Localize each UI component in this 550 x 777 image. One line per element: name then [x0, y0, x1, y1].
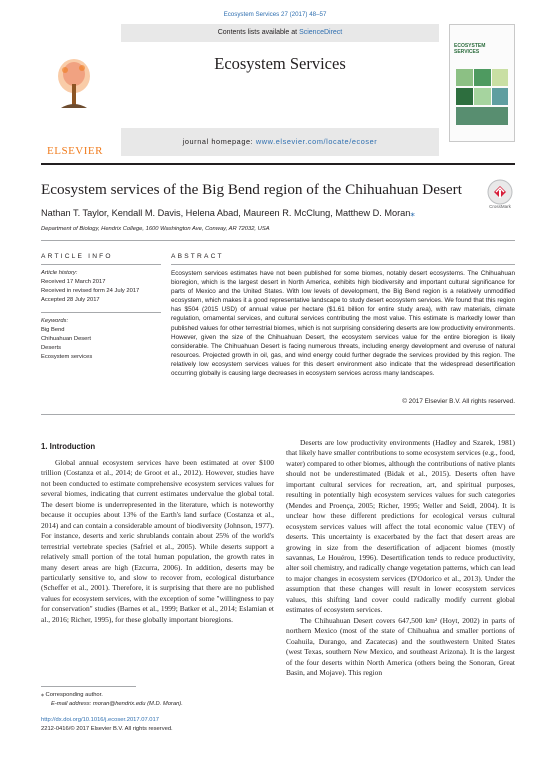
journal-reference[interactable]: Ecosystem Services 27 (2017) 48–57	[223, 11, 327, 18]
article-info-divider	[41, 264, 161, 265]
cover-title	[454, 43, 485, 55]
cover-art-icon	[456, 69, 508, 125]
footnote-divider	[41, 686, 136, 687]
journal-cover-thumbnail[interactable]	[449, 24, 515, 142]
authors-text: Nathan T. Taylor, Kendall M. Davis, Helena Abad, Maureen R. McClung, Matthew D. Moran	[41, 208, 411, 218]
article-history-label: Article history:	[41, 270, 78, 276]
contents-available-text: Contents lists available at	[217, 29, 300, 36]
homepage-link[interactable]: www.elsevier.com/locate/ecoser	[255, 137, 378, 146]
footnote-corresponding: ⁎ Corresponding author.	[41, 692, 103, 698]
doi-link[interactable]: http://dx.doi.org/10.1016/j.ecoser.2017.07.017	[41, 717, 159, 723]
abstract-copyright: © 2017 Elsevier B.V. All rights reserved.	[402, 398, 515, 405]
elsevier-tree-icon	[55, 56, 93, 112]
journal-homepage-bar	[121, 128, 439, 156]
journal-title: Ecosystem Services	[214, 54, 346, 73]
abstract-text: Ecosystem services estimates have not been published for some biomes, notably desert ecosystems. The Chihuahuan bioregion, which is the largest desert in North America, exhibits high biodiversity and important cultural significance for parts of Mexico and the United States. With low levels of development, the Big Bend region is a relatively unmodified ecosystem, which makes it a good representative landscape to study desert ecosystem services. We found that this region has $504 (2015 USD) of annual value per hectare ($1.61 billion for entire study area), with raw materials, climate regulation, ornamental services, and cultural services contributing the most value. This estimate is markedly lower than published values for other terrestrial biomes, which is not surprising considering deserts are low productivity environments. However, given the size of the Chihuahuan Desert, the ecosystem services value for the entire bioregion is likely considerable. The Chihuahuan Desert is facing numerous threats, including energy development and overuse of natural resources. Projected growth in oil, gas, and wind energy could further degrade the services provided by this region. The relatively low ecosystem services values for this desert environment also indicate that the widespread desertification occurring globally is causing large decreases in ecosystem services across many landscapes.	[171, 270, 515, 378]
keywords-divider	[41, 312, 161, 313]
doi-block	[41, 716, 341, 733]
history-revised: Received in revised form 24 July 2017	[41, 288, 140, 295]
sciencedirect-link[interactable]: ScienceDirect	[299, 29, 343, 36]
masthead-divider	[41, 163, 515, 165]
contents-available-bar	[121, 24, 439, 42]
elsevier-logo[interactable]	[41, 24, 109, 157]
paragraph: Global annual ecosystem services have been estimated at over $100 trillion (Costanza et al., 2014; de Groot et al., 2012). However, studies have not been conducted to estimate comprehensive ecosystem services values for several biomes, indicating that current estimates undervalue the global total. The desert biome is underrepresented in the literature, which is noteworthy because it occupies about 13% of the Earth's land surface (Costanza et al., 2014) and can contain a considerable amount of biodiversity (Johnson, 1977). For instance, deserts and xeric shrublands contain about 25% of the world's terrestrial vertebrate species (Safriel et al., 2005). While deserts support a relatively small portion of the total human population, the growth rates in many desert areas are high (Ezcurra, 2006). In addition, deserts may be particularly sensitive to, and slow to recover from, ecological disturbance (Scheffer et al., 2001). Therefore, it is surprising that there are no published values for ecosystem services, with the exception of some "willingness to pay for conservation" studies (Barnes et al., 1999; Batker et al., 2014; Eslamian et al., 2016; Richer, 1995), for these globally important bioregions.	[41, 458, 274, 624]
keyword-item: Deserts	[41, 345, 61, 352]
keywords-label: Keywords:	[41, 318, 69, 324]
crossmark-label: CrossMark	[489, 204, 511, 209]
introduction-right-column	[286, 438, 515, 678]
homepage-label: journal homepage:	[182, 137, 256, 146]
article-info-heading: ARTICLE INFO	[41, 253, 113, 260]
introduction-heading: 1. Introduction	[41, 442, 96, 451]
masthead	[41, 24, 515, 159]
abstract-divider	[171, 264, 515, 265]
introduction-left-column	[41, 458, 274, 625]
publisher-wordmark: ELSEVIER	[47, 145, 103, 157]
abstract-bottom-divider	[41, 414, 515, 415]
cover-title-line2: SERVICES	[454, 49, 480, 55]
history-received: Received 17 March 2017	[41, 279, 106, 285]
corresponding-author-mark[interactable]: ⁎	[410, 208, 415, 218]
paragraph: The Chihuahuan Desert covers 647,500 km² (Hoyt, 2002) in parts of northern Mexico (most of the state of Chihuahua and smaller portions of Coahuila, Durango, and Zacatecas) and the southwestern United States (west Texas, southern New Mexico, and southeast Arizona). It is the largest of the four deserts within North America (others being the Sonoran, Great Basin, and Mojave). This region	[286, 615, 515, 677]
cover-title-line1: ECOSYSTEM	[454, 43, 486, 49]
footnote-email[interactable]: E-mail address: moran@hendrix.edu (M.D. Moran).	[51, 700, 183, 707]
keyword-item: Chihuahuan Desert	[41, 336, 91, 343]
issn-line: 2212-0416/© 2017 Elsevier B.V. All rights reserved.	[41, 725, 173, 732]
article-title: Ecosystem services of the Big Bend region of the Chihuahuan Desert	[41, 181, 462, 198]
article-history	[41, 278, 166, 305]
paragraph: Deserts are low productivity environments (Hadley and Szarek, 1981) that likely have smaller contributions to some ecosystem services (e.g., food, water) compared to other biomes, although the contributions of native plants should not be underestimated (Bidak et al., 2015). Deserts often have important cultural services for recreation, art, and spiritual purposes, resulting in potentially high ecosystem services values for such categories (Mendes and Proença, 2005; Richer, 1995; Weller and Seidl, 2004). It is unclear how these different predictions for ecological versus cultural ecosystem services values will affect the total economic value (TEV) of deserts. This uncertainty is exacerbated by the fact that desert areas are growing in size from the desertification of adjacent biomes (mostly savannas, Le Houérou, 1996). Desertification tends to reduce productivity, alter soil chemistry, and radically change vegetation patterns, which can lead to major changes in ecosystem services (D'Odorico et al., 2013). Under the assumption that these changes will result in lower ecosystem services values, this shifting land cover could radically modify current global estimates of ecosystem services.	[286, 438, 515, 615]
history-accepted: Accepted 28 July 2017	[41, 297, 100, 304]
title-divider	[41, 240, 515, 241]
keywords-list	[41, 326, 166, 362]
abstract-heading: ABSTRACT	[171, 253, 224, 260]
keyword-item: Big Bend	[41, 327, 65, 333]
footnote	[41, 691, 271, 708]
masthead-center	[121, 24, 439, 156]
keyword-item: Ecosystem services	[41, 354, 93, 361]
author-list	[41, 208, 415, 219]
author-affiliation: Department of Biology, Hendrix College, 1600 Washington Ave, Conway, AR 72032, USA	[41, 226, 270, 232]
